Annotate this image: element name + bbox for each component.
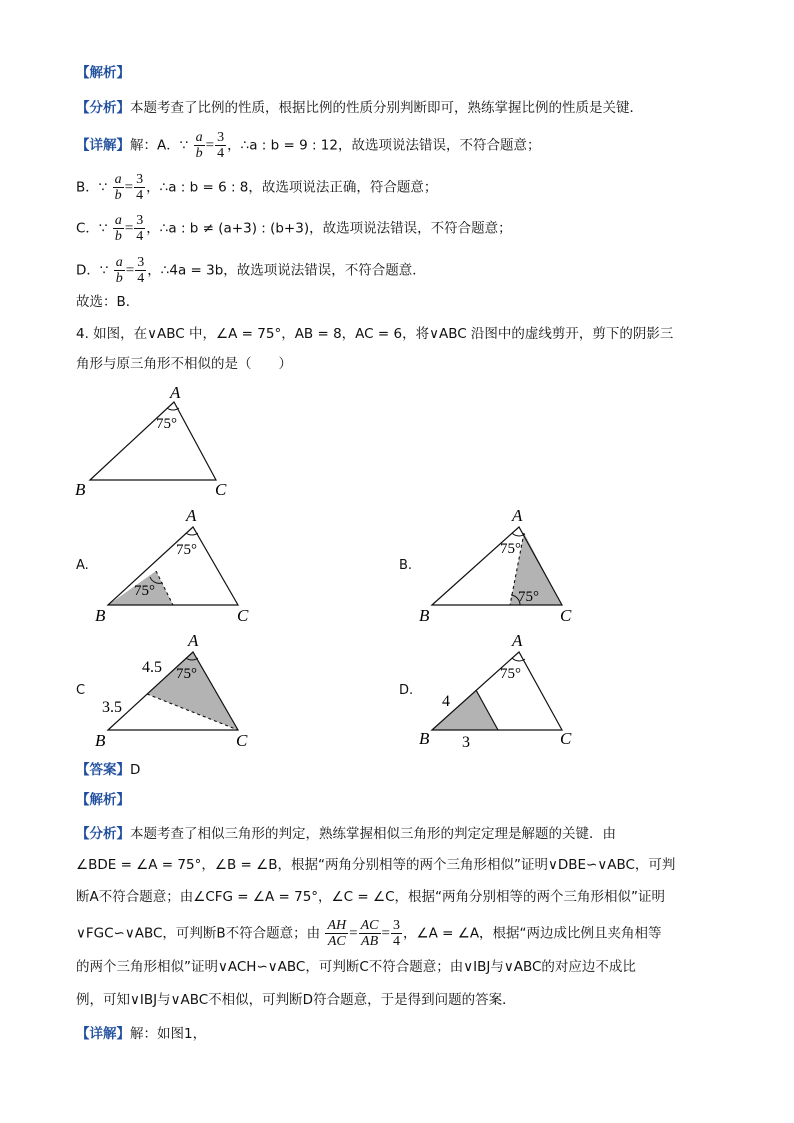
detail-2-text: 解：如图1， <box>130 1026 207 1042</box>
vertex-c-label: C <box>560 729 572 748</box>
main-triangle-figure <box>70 380 250 500</box>
option-b-label: B. <box>399 558 413 573</box>
detail-line-d: D．∵ $\frac{a}{b}$ = $\frac{3}{4}$ ，∴4a = 3b，故选项说法错误，不符合题意． <box>76 255 426 286</box>
analysis-2-line-4: ∨FGC∽∨ABC，可判断B不符合题意；由 $\frac{AH}{AC}$ = $\frac{AC}{AB}$ = $\frac{3}{4}$ ，∠A = ∠A，根据“两边成比例且夹角相等 <box>76 918 662 949</box>
analysis-2-line-6: 例，可知∨IBJ与∨ABC不相似，可判断D符合题意，于是得到问题的答案． <box>76 992 516 1008</box>
because-symbol: ∵ <box>98 179 108 196</box>
question-4-line-1: 4. 如图，在∨ABC 中，∠A = 75°，AB = 8，AC = 6，将∨ABC 沿图中的虚线剪开，剪下的阴影三 <box>76 326 674 342</box>
option-d-prefix: D． <box>76 262 100 279</box>
option-a-label: A. <box>76 558 89 573</box>
vertex-a-label: A <box>186 506 197 525</box>
length-4-label: 4 <box>442 693 450 710</box>
option-b-figure <box>414 505 594 625</box>
analysis-heading: 【解析】 <box>76 65 130 81</box>
angle-label: 75° <box>176 542 197 558</box>
fraction-3-4: $\frac{3}{4}$ <box>392 918 400 949</box>
vertex-c-label: C <box>236 731 248 750</box>
option-d-conclusion: ，∴4a = 3b，故选项说法错误，不符合题意． <box>147 262 426 279</box>
select-answer: 故选：B． <box>76 294 140 310</box>
option-b-conclusion: ，∴a : b = 6 : 8，故选项说法正确，符合题意； <box>146 179 438 196</box>
analysis-2-line-2: ∠BDE = ∠A = 75°，∠B = ∠B，根据“两角分别相等的两个三角形相似”证明∨DBE∽∨ABC，可判 <box>76 857 676 873</box>
vertex-b-label: B <box>419 729 430 748</box>
vertex-a-label: A <box>188 631 199 650</box>
vertex-c-label: C <box>560 606 572 625</box>
vertex-c-label: C <box>237 606 249 625</box>
analysis-2-line-5: 的两个三角形相似”证明∨ACH∽∨ABC，可判断C不符合题意；由∨IBJ与∨ABC的对应边不成比 <box>76 959 636 975</box>
fraction-3-4: $\frac{3}{4}$ <box>217 130 225 161</box>
detail-2-line <box>76 1024 206 1044</box>
option-c-prefix: C． <box>76 220 99 237</box>
detail-tag-2: 【详解】 <box>76 1026 130 1042</box>
option-d-label: D. <box>399 683 414 698</box>
detail-line-b: B．∵ $\frac{a}{b}$ = $\frac{3}{4}$ ，∴a : b = 6 : 8，故选项说法正确，符合题意； <box>76 172 438 203</box>
fraction-a-b: $\frac{a}{b}$ <box>114 213 122 244</box>
detail-line-a: 【详解】解：A．∵ $\frac{a}{b}$ = $\frac{3}{4}$ ，∴a : b = 9 : 12，故选项说法错误，不符合题意； <box>76 130 541 161</box>
detail-tag: 【详解】 <box>76 137 130 154</box>
vertex-b-label: B <box>419 606 430 625</box>
angle-label-shaded: 75° <box>134 583 155 599</box>
analysis-2-text-4a: ∨FGC∽∨ABC，可判断B不符合题意；由 <box>76 925 321 942</box>
analysis-line <box>76 98 643 118</box>
length-3-label: 3 <box>462 734 470 751</box>
vertex-a-label: A <box>170 383 181 402</box>
vertex-b-label: B <box>95 606 106 625</box>
vertex-b-label: B <box>75 480 86 499</box>
vertex-c-label: C <box>215 480 227 499</box>
angle-label-shaded: 75° <box>518 589 539 605</box>
fenxi-tag: 【分析】 <box>76 826 130 842</box>
option-c-conclusion: ，∴a : b ≠ (a+3) : (b+3)，故选项说法错误，不符合题意； <box>146 220 512 237</box>
option-c-figure <box>90 630 270 750</box>
angle-label: 75° <box>500 666 521 682</box>
option-a-figure <box>90 505 270 625</box>
detail-line-c: C．∵ $\frac{a}{b}$ = $\frac{3}{4}$ ，∴a : b ≠ (a+3) : (b+3)，故选项说法错误，不符合题意； <box>76 213 512 244</box>
fraction-ah-ac: $\frac{AH}{AC}$ <box>327 918 347 949</box>
fraction-a-b: $\frac{a}{b}$ <box>114 172 122 203</box>
fenxi-text: 本题考查了比例的性质，根据比例的性质分别判断即可，熟练掌握比例的性质是关键． <box>130 100 643 116</box>
fenxi-tag: 【分析】 <box>76 100 130 116</box>
angle-label: 75° <box>176 666 197 682</box>
question-4-line-2: 角形与原三角形不相似的是（ ） <box>76 356 292 372</box>
analysis-2-text-1: 本题考查了相似三角形的判定，熟练掌握相似三角形的判定定理是解题的关键．由 <box>130 826 616 842</box>
option-c-label: C <box>76 683 86 698</box>
fraction-a-b: $\frac{a}{b}$ <box>115 255 123 286</box>
angle-label: 75° <box>500 541 521 557</box>
angle-label: 75° <box>156 416 177 432</box>
analysis-2-line-3: 断A不符合题意；由∠CFG = ∠A = 75°，∠C = ∠C，根据“两角分别相等的两个三角形相似”证明 <box>76 889 665 905</box>
answer-tag: 【答案】 <box>76 762 130 778</box>
analysis-2-line-1 <box>76 824 616 844</box>
length-3-5-label: 3.5 <box>102 699 122 716</box>
fraction-a-b: $\frac{a}{b}$ <box>195 130 203 161</box>
detail-prefix: 解：A． <box>130 137 180 154</box>
option-a-conclusion: ，∴a : b = 9 : 12，故选项说法错误，不符合题意； <box>227 137 541 154</box>
analysis-heading-2: 【解析】 <box>76 792 130 808</box>
answer-line <box>76 760 140 780</box>
vertex-a-label: A <box>512 631 523 650</box>
because-symbol: ∵ <box>98 220 108 237</box>
because-symbol: ∵ <box>99 262 109 279</box>
fraction-3-4: $\frac{3}{4}$ <box>136 172 144 203</box>
vertex-a-label: A <box>512 506 523 525</box>
fraction-3-4: $\frac{3}{4}$ <box>137 255 145 286</box>
option-b-prefix: B． <box>76 179 99 196</box>
fraction-ac-ab: $\frac{AC}{AB}$ <box>360 918 379 949</box>
vertex-b-label: B <box>95 731 106 750</box>
analysis-2-text-4b: ，∠A = ∠A，根据“两边成比例且夹角相等 <box>402 925 662 942</box>
length-4-5-label: 4.5 <box>142 659 162 676</box>
option-d-figure <box>414 630 594 750</box>
answer-value: D <box>130 762 141 778</box>
fraction-3-4: $\frac{3}{4}$ <box>136 213 144 244</box>
because-symbol: ∵ <box>179 137 189 154</box>
